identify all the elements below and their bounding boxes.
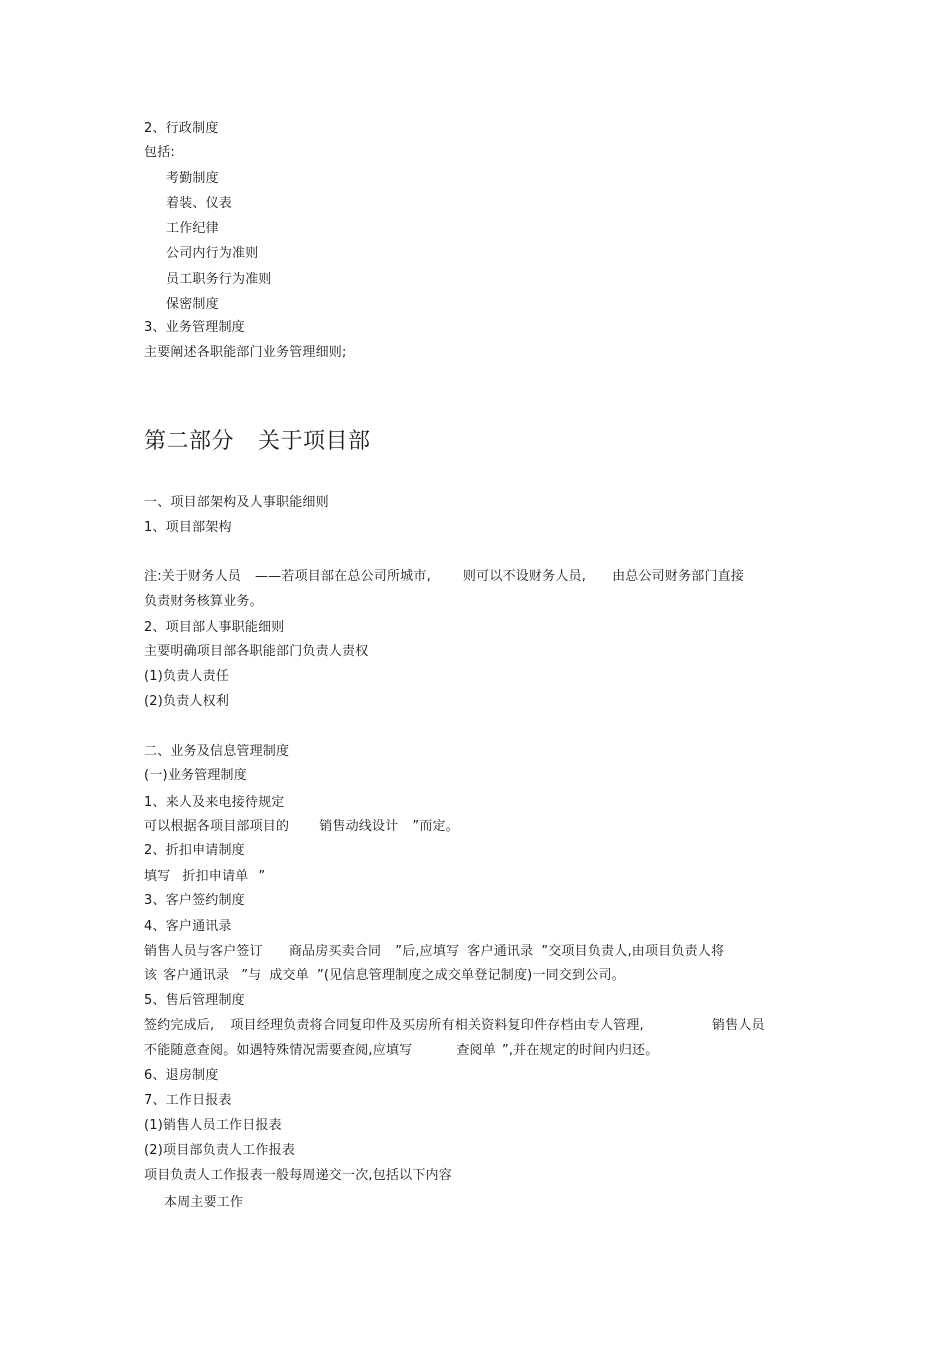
part-title — [144, 428, 371, 456]
rule-heading: 1、来人及来电接待规定 — [144, 795, 285, 810]
org-sub-description: 主要明确项目部各职能部门负责人责权 — [144, 644, 369, 659]
rule-text: 填写 折扣申请单 ” — [144, 869, 266, 884]
part-title-text: 关于项目部 — [258, 429, 371, 454]
org-heading: 一、项目部架构及人事职能细则 — [144, 495, 329, 510]
rule-heading: 4、客户通讯录 — [144, 919, 232, 934]
rule-heading: 7、工作日报表 — [144, 1093, 232, 1108]
rule-heading: 6、退房制度 — [144, 1068, 219, 1083]
rule-text: 签约完成后, 项目经理负责将合同复印件及买房所有相关资料复印件存档由专人管理, 销售人员 — [144, 1018, 765, 1033]
list-item: 考勤制度 — [166, 171, 219, 186]
list-item: (1)销售人员工作日报表 — [144, 1118, 282, 1133]
org-sub-heading: 1、项目部架构 — [144, 520, 232, 535]
rule-text: 该 客户通讯录 ”与 成交单 ”(见信息管理制度之成交单登记制度)一同交到公司。 — [144, 968, 625, 983]
list-item: (2)负责人权利 — [144, 694, 230, 709]
part-title-number: 第二部分 — [144, 429, 235, 454]
section-description: 主要阐述各职能部门业务管理细则; — [144, 345, 347, 360]
list-item: (2)项目部负责人工作报表 — [144, 1143, 296, 1158]
list-item: 本周主要工作 — [164, 1195, 244, 1210]
finance-note-cont: 负责财务核算业务。 — [144, 594, 263, 609]
biz-heading: 二、业务及信息管理制度 — [144, 744, 290, 759]
finance-note: 注:关于财务人员 ——若项目部在总公司所城市, 则可以不设财务人员, 由总公司财务部门直接 — [144, 569, 745, 584]
rule-text: 销售人员与客户签订 商品房买卖合同 ”后,应填写 客户通讯录 ”交项目负责人,由项目负责人将 — [144, 944, 725, 959]
rule-heading: 3、客户签约制度 — [144, 893, 245, 908]
list-item: 保密制度 — [166, 297, 219, 312]
section-heading-admin: 2、行政制度 — [144, 121, 219, 136]
rule-text: 项目负责人工作报表一般每周递交一次,包括以下内容 — [144, 1168, 452, 1183]
list-item: 公司内行为准则 — [166, 246, 259, 261]
rule-text: 不能随意查阅。如遇特殊情况需要查阅,应填写 查阅单 ”,并在规定的时间内归还。 — [144, 1043, 659, 1058]
includes-label: 包括: — [144, 145, 175, 160]
list-item: 工作纪律 — [166, 221, 219, 236]
list-item: 员工职务行为准则 — [166, 272, 272, 287]
list-item: 着装、仪表 — [166, 196, 233, 211]
rule-heading: 2、折扣申请制度 — [144, 843, 245, 858]
list-item: (1)负责人责任 — [144, 669, 230, 684]
biz-subheading: (一)业务管理制度 — [144, 768, 247, 783]
rule-heading: 5、售后管理制度 — [144, 993, 245, 1008]
section-heading-business: 3、业务管理制度 — [144, 320, 245, 335]
org-sub-heading: 2、项目部人事职能细则 — [144, 620, 285, 635]
rule-text: 可以根据各项目部项目的 销售动线设计 ”而定。 — [144, 819, 459, 834]
